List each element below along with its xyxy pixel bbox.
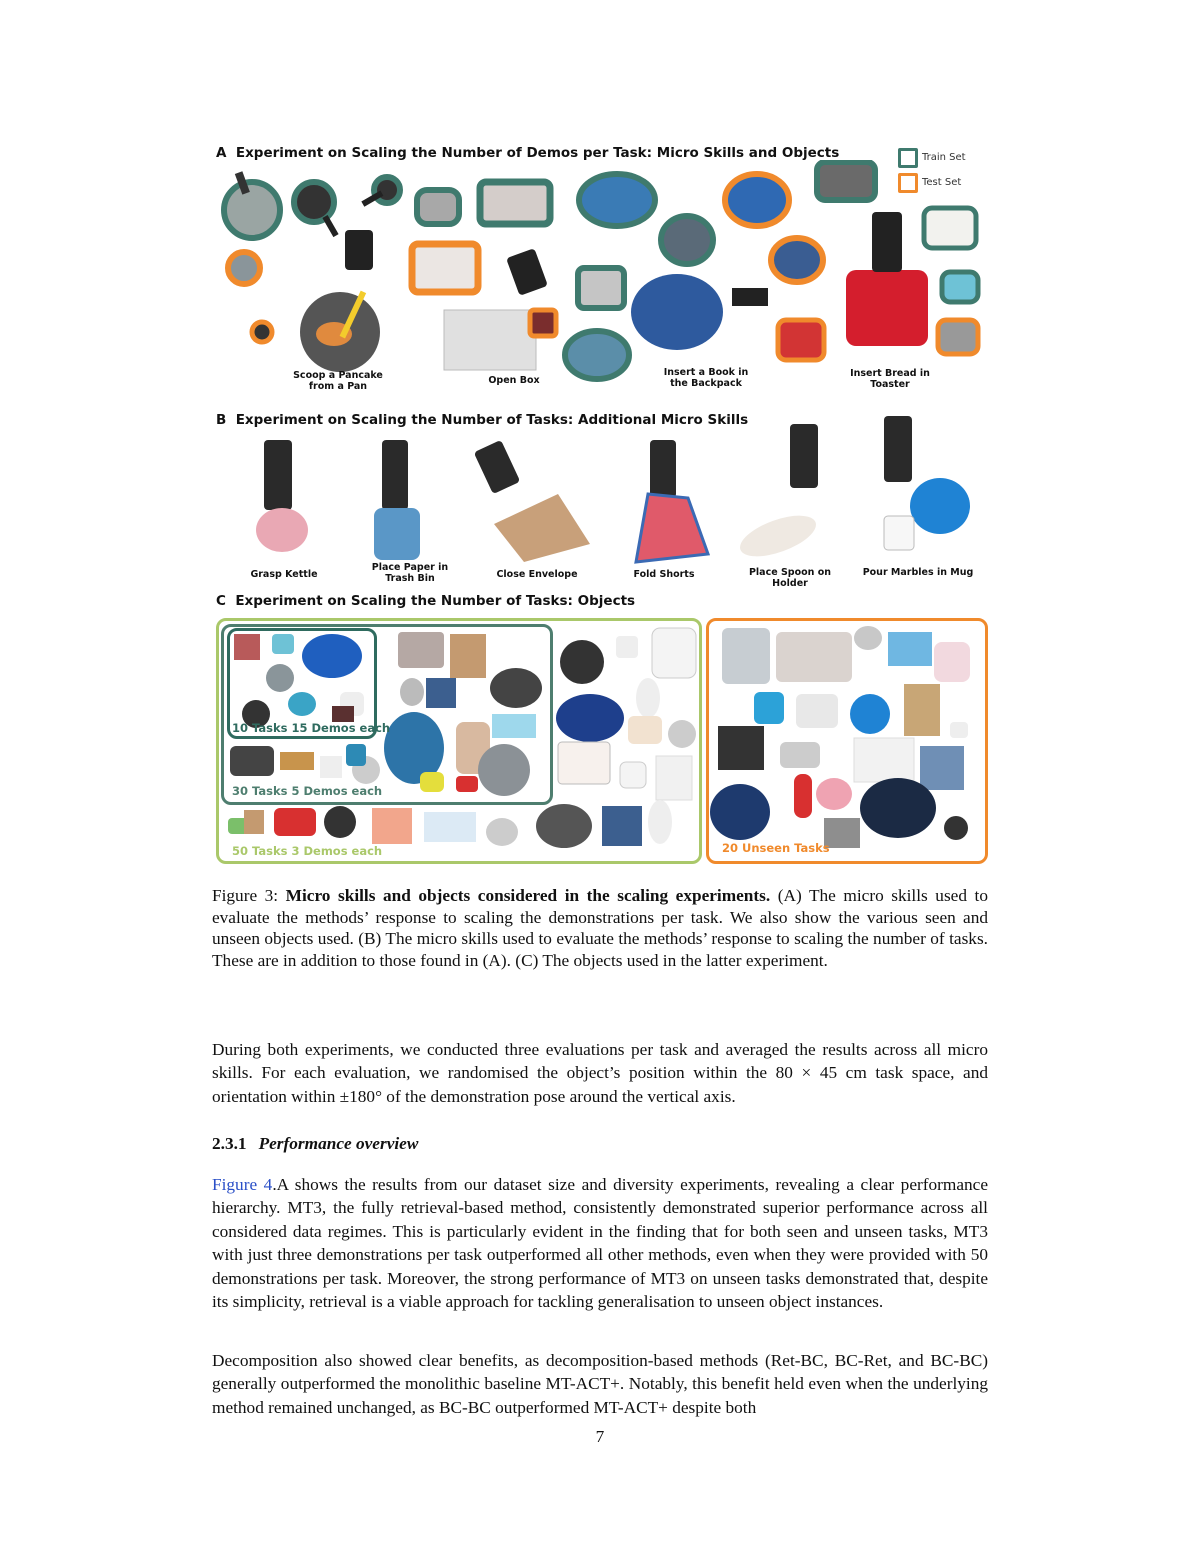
- box-icon: [332, 706, 354, 722]
- pan-icon: [361, 177, 400, 207]
- storage-box-icon: [398, 632, 444, 668]
- pour-marbles-scene: [884, 416, 970, 550]
- panel-a-letter: A: [216, 145, 227, 161]
- shorts-icon: [602, 806, 642, 846]
- robot-gripper-icon: [884, 416, 912, 482]
- pan-icon: [324, 806, 356, 838]
- grill-pan-icon: [417, 190, 459, 224]
- test-set-label: Test Set: [922, 177, 962, 188]
- toaster-icon: [778, 320, 824, 360]
- storage-box-icon: [578, 268, 624, 308]
- caption-close-envelope: Close Envelope: [496, 569, 578, 580]
- caption-fold-shorts: Fold Shorts: [633, 569, 695, 580]
- label-50-tasks: 50 Tasks 3 Demos each: [232, 844, 383, 858]
- insert-bread-scene: [846, 212, 928, 346]
- pan-icon: [228, 252, 260, 284]
- panel-b-illustration: [212, 404, 992, 564]
- paragraph-evaluation: During both experiments, we conducted three evaluations per task and averaged the results across all micro skills. For each evaluation, we randomised the object’s position within the 80 × 45 cm task space, and orientation within ±180° of the demonstration pose around the vertical axis.: [212, 1040, 988, 1106]
- storage-box-icon: [530, 310, 556, 336]
- shorts-icon: [920, 746, 964, 790]
- grill-pan-icon: [718, 726, 764, 770]
- backpack-icon: [565, 331, 629, 379]
- toaster-icon: [796, 694, 838, 728]
- figure-caption: [212, 885, 988, 971]
- shorts-icon: [372, 808, 412, 844]
- section-number: 2.3.1: [212, 1134, 247, 1153]
- train-set-label: Train Set: [922, 152, 966, 163]
- figure-caption-label: Figure 3:: [212, 886, 279, 905]
- robot-gripper-icon: [382, 440, 408, 510]
- backpack-icon: [302, 634, 362, 678]
- mug-icon: [420, 772, 444, 792]
- caption-insert-book: Insert a Book in the Backpack: [663, 367, 749, 389]
- toaster-icon: [230, 746, 274, 776]
- toaster-icon: [942, 272, 978, 302]
- pan-icon: [252, 322, 272, 342]
- page-number: 7: [595, 1427, 605, 1446]
- place-spoon-scene: [735, 424, 821, 564]
- robot-gripper-icon: [872, 212, 902, 272]
- caption-place-spoon: Place Spoon on Holder: [748, 567, 832, 589]
- paper-icon: [656, 756, 692, 800]
- toaster-icon: [274, 808, 316, 836]
- section-heading: [212, 1134, 418, 1154]
- panel-b-title-text: Experiment on Scaling the Number of Tasks: Additional Micro Skills: [235, 412, 749, 428]
- fold-shorts-scene: [636, 440, 708, 562]
- robot-gripper-icon: [264, 440, 292, 510]
- kettle-icon: [668, 720, 696, 748]
- pan-icon: [560, 640, 604, 684]
- shorts-icon: [234, 634, 260, 660]
- panel-b-letter: B: [216, 412, 227, 428]
- caption-insert-bread: Insert Bread in Toaster: [850, 368, 930, 390]
- tissue-box-icon: [492, 714, 536, 738]
- paragraph-performance: [212, 1173, 988, 1313]
- label-10-tasks: 10 Tasks 15 Demos each: [232, 721, 391, 735]
- envelope-icon: [450, 634, 486, 678]
- panel-a-title: [216, 145, 839, 161]
- mug-icon: [616, 636, 638, 658]
- pan-icon: [294, 182, 339, 237]
- caption-pour-marbles: Pour Marbles in Mug: [862, 567, 974, 578]
- robot-gripper-icon: [506, 248, 548, 296]
- paragraph-decomposition: Decomposition also showed clear benefits, as decomposition-based methods (Ret-BC, BC-Ret, and BC-BC) generally outperformed the monolithic baseline MT-ACT+. Notably, this benefit held even when the underlying method remained unchanged, as BC-BC outperformed MT-ACT+ despite both: [212, 1351, 988, 1417]
- scoop-pancake-scene: [300, 230, 380, 372]
- shorts-icon: [888, 632, 932, 666]
- kettle-icon: [486, 818, 518, 846]
- toaster-icon: [817, 162, 875, 200]
- backpack-icon: [556, 694, 624, 742]
- section-title: Performance overview: [258, 1134, 419, 1153]
- figure-caption-text: (A) The micro skills used to evaluate the methods’ response to scaling the demonstrations per task. We also show the various seen and unseen objects used. (B) The micro skills used to evaluate the methods’ response to scaling the number of tasks. These are in addition to those found in (A). (C) The objects used in the latter experiment.: [212, 886, 988, 970]
- kettle-icon: [850, 694, 890, 734]
- shorts-icon: [426, 678, 456, 708]
- spoon-holder-icon: [854, 626, 882, 650]
- caption-grasp-kettle: Grasp Kettle: [250, 569, 318, 580]
- trash-bin-icon: [722, 628, 770, 684]
- pan-icon: [478, 744, 530, 796]
- panel-c-objects: [220, 622, 982, 858]
- pan-icon: [224, 171, 280, 238]
- close-envelope-scene: [474, 440, 590, 562]
- robot-gripper-icon: [474, 440, 521, 494]
- panel-a-title-text: Experiment on Scaling the Number of Demos per Task: Micro Skills and Objects: [235, 145, 840, 161]
- tissue-box-icon: [424, 812, 476, 842]
- paper-icon: [320, 756, 342, 778]
- backpack-icon: [771, 238, 823, 282]
- backpack-icon: [536, 804, 592, 848]
- spoon-holder-icon: [636, 678, 660, 718]
- toaster-icon: [456, 776, 478, 792]
- panel-c-title: [216, 593, 635, 609]
- grasp-kettle-scene: [256, 440, 308, 552]
- envelope-icon: [904, 684, 940, 736]
- place-paper-scene: [374, 440, 420, 560]
- panel-c-title-text: Experiment on Scaling the Number of Tasks: Objects: [235, 593, 636, 609]
- paper-icon: [854, 738, 914, 782]
- insert-book-scene: [631, 274, 768, 350]
- label-30-tasks: 30 Tasks 5 Demos each: [232, 784, 383, 798]
- backpack-icon: [661, 216, 713, 264]
- backpack-icon: [579, 174, 655, 226]
- storage-box-icon: [412, 244, 478, 292]
- envelope-icon: [244, 810, 264, 834]
- figure-4-link[interactable]: Figure 4: [212, 1175, 273, 1194]
- storage-box-icon: [480, 182, 550, 224]
- spoon-holder-icon: [648, 800, 672, 844]
- storage-box-icon: [558, 742, 610, 784]
- spoon-holder-icon: [280, 752, 314, 770]
- mug-icon: [754, 692, 784, 724]
- pan-icon: [944, 816, 968, 840]
- toaster-icon: [938, 320, 978, 354]
- caption-scoop-pancake: Scoop a Pancake from a Pan: [293, 370, 383, 392]
- robot-gripper-icon: [650, 440, 676, 498]
- backpack-icon: [490, 668, 542, 708]
- toaster-icon: [780, 742, 820, 768]
- label-unseen-tasks: 20 Unseen Tasks: [722, 841, 830, 855]
- kettle-icon: [400, 678, 424, 706]
- robot-gripper-icon: [732, 288, 768, 306]
- pan-icon: [266, 664, 294, 692]
- caption-open-box: Open Box: [488, 375, 540, 386]
- trash-bin-icon: [934, 642, 970, 682]
- panel-a-illustration: [212, 160, 992, 400]
- robot-gripper-icon: [790, 424, 818, 488]
- kettle-icon: [816, 778, 852, 810]
- figure-caption-bold: Micro skills and objects considered in the scaling experiments.: [285, 886, 771, 905]
- spoon-holder-icon: [794, 774, 812, 818]
- backpack-icon: [710, 784, 770, 840]
- trash-bin-icon: [346, 744, 366, 766]
- caption-place-paper: Place Paper in Trash Bin: [371, 562, 449, 584]
- panel-c-letter: C: [216, 593, 226, 609]
- mug-icon: [950, 722, 968, 738]
- backpack-icon: [725, 174, 789, 226]
- toaster-icon: [924, 208, 976, 248]
- storage-box-icon: [776, 632, 852, 682]
- robot-gripper-icon: [345, 230, 373, 270]
- toaster-icon: [272, 634, 294, 654]
- paper-bin-icon: [620, 762, 646, 788]
- backpack-icon: [860, 778, 936, 838]
- kettle-icon: [288, 692, 316, 716]
- toaster-icon: [628, 716, 662, 744]
- paragraph-performance-text: .A shows the results from our dataset size and diversity experiments, revealing a clear performance hierarchy. MT3, the fully retrieval-based method, consistently demonstrated superior performance across all considered data regimes. This is particularly evident in the finding that for both seen and unseen tasks, MT3 with just three demonstrations per task outperformed all other methods, even when they were provided with 50 demonstrations per task. Moreover, the strong performance of MT3 on unseen tasks demonstrated that, despite its simplicity, retrieval is a viable approach for tackling generalisation to unseen object instances.: [212, 1175, 988, 1312]
- trash-bin-icon: [652, 628, 696, 678]
